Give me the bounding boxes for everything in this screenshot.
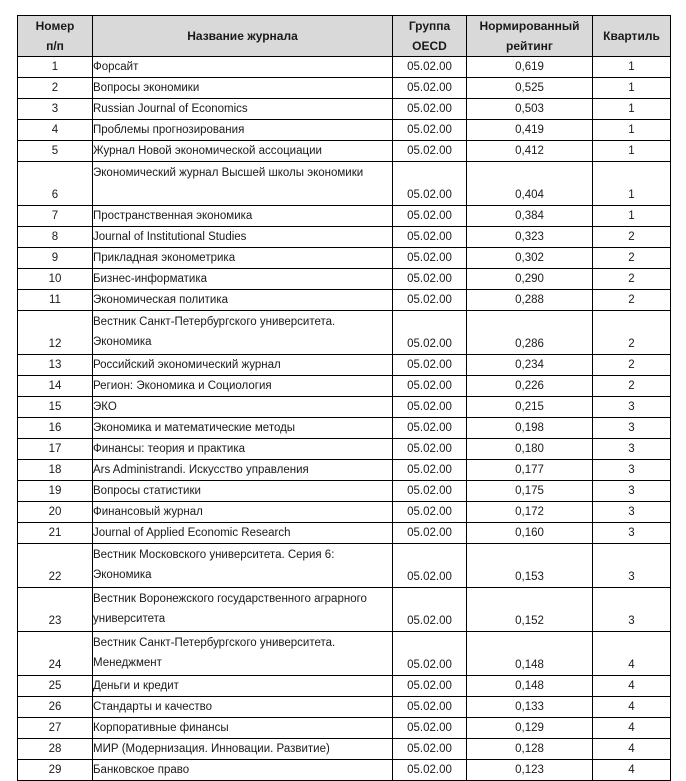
cell-normalized-rating: 0,160 — [467, 523, 593, 544]
journal-name-text: Экономический журнал Высшей школы экономики — [93, 167, 364, 179]
cell-oecd-group: 05.02.00 — [393, 227, 467, 248]
cell-quartile: 4 — [593, 697, 671, 718]
column-header-number-line2: п/п — [46, 39, 64, 53]
cell-oecd-group: 05.02.00 — [393, 397, 467, 418]
table-row — [18, 376, 671, 397]
table-row — [18, 439, 671, 460]
cell-normalized-rating: 0,177 — [467, 460, 593, 481]
cell-row-number: 8 — [18, 227, 93, 248]
cell-oecd-group: 05.02.00 — [393, 78, 467, 99]
cell-journal-name — [93, 290, 393, 311]
journal-name-text: Ars Administrandi. Искусство управления — [93, 464, 309, 476]
cell-quartile: 2 — [593, 269, 671, 290]
journal-name-text: Вестник Санкт-Петербургского университета. Менеджмент — [93, 637, 336, 669]
cell-journal-name — [93, 57, 393, 78]
cell-row-number: 1 — [18, 57, 93, 78]
table-row — [18, 206, 671, 227]
cell-quartile: 4 — [593, 676, 671, 697]
cell-quartile: 3 — [593, 439, 671, 460]
column-header-quartile: Квартиль — [593, 16, 671, 57]
table-row — [18, 718, 671, 739]
journal-name-text: Вестник Московского университета. Серия 6: Экономика — [93, 549, 335, 581]
cell-quartile: 3 — [593, 418, 671, 439]
cell-quartile: 2 — [593, 376, 671, 397]
table-row — [18, 544, 671, 588]
cell-row-number: 11 — [18, 290, 93, 311]
cell-normalized-rating: 0,153 — [467, 544, 593, 588]
cell-row-number: 23 — [18, 588, 93, 632]
cell-row-number: 14 — [18, 376, 93, 397]
cell-quartile: 3 — [593, 502, 671, 523]
table-row — [18, 269, 671, 290]
cell-journal-name — [93, 588, 393, 632]
cell-quartile: 2 — [593, 290, 671, 311]
table-row — [18, 120, 671, 141]
cell-quartile: 3 — [593, 397, 671, 418]
cell-row-number: 12 — [18, 311, 93, 355]
table-row — [18, 760, 671, 781]
journal-name-text: Экономическая политика — [93, 294, 229, 306]
table-row — [18, 397, 671, 418]
table-row — [18, 99, 671, 120]
cell-journal-name — [93, 311, 393, 355]
cell-oecd-group: 05.02.00 — [393, 141, 467, 162]
cell-normalized-rating: 0,175 — [467, 481, 593, 502]
cell-normalized-rating: 0,148 — [467, 632, 593, 676]
cell-quartile: 1 — [593, 141, 671, 162]
cell-row-number: 19 — [18, 481, 93, 502]
cell-normalized-rating: 0,128 — [467, 739, 593, 760]
cell-row-number: 15 — [18, 397, 93, 418]
cell-normalized-rating: 0,286 — [467, 311, 593, 355]
table-row — [18, 78, 671, 99]
cell-normalized-rating: 0,384 — [467, 206, 593, 227]
cell-normalized-rating: 0,234 — [467, 355, 593, 376]
cell-quartile: 1 — [593, 162, 671, 206]
cell-quartile: 1 — [593, 206, 671, 227]
cell-journal-name — [93, 502, 393, 523]
cell-journal-name — [93, 355, 393, 376]
cell-quartile: 4 — [593, 739, 671, 760]
cell-oecd-group: 05.02.00 — [393, 355, 467, 376]
journal-name-text: Журнал Новой экономической ассоциации — [93, 145, 322, 157]
cell-quartile: 3 — [593, 481, 671, 502]
column-header-rating-line1: Нормированный — [479, 19, 580, 33]
journal-name-text: Journal of Institutional Studies — [93, 231, 247, 243]
cell-oecd-group: 05.02.00 — [393, 269, 467, 290]
cell-quartile: 3 — [593, 588, 671, 632]
cell-normalized-rating: 0,180 — [467, 439, 593, 460]
journal-name-text: Форсайт — [93, 61, 139, 73]
cell-normalized-rating: 0,419 — [467, 120, 593, 141]
cell-journal-name — [93, 120, 393, 141]
cell-oecd-group: 05.02.00 — [393, 376, 467, 397]
cell-journal-name — [93, 99, 393, 120]
journal-name-text: Вестник Воронежского государственного аграрного университета — [93, 593, 367, 625]
cell-normalized-rating: 0,215 — [467, 397, 593, 418]
cell-quartile: 1 — [593, 57, 671, 78]
table-row — [18, 418, 671, 439]
cell-normalized-rating: 0,404 — [467, 162, 593, 206]
column-header-oecd-line2: OECD — [412, 39, 447, 53]
table-row — [18, 739, 671, 760]
cell-oecd-group: 05.02.00 — [393, 120, 467, 141]
journal-ranking-table — [17, 15, 671, 781]
cell-journal-name — [93, 418, 393, 439]
journal-name-text: Финансы: теория и практика — [93, 443, 246, 455]
journal-name-text: Экономика и математические методы — [93, 422, 296, 434]
cell-normalized-rating: 0,323 — [467, 227, 593, 248]
table-row — [18, 290, 671, 311]
cell-row-number: 6 — [18, 162, 93, 206]
column-header-normalized-rating — [467, 16, 593, 57]
cell-oecd-group: 05.02.00 — [393, 697, 467, 718]
journal-name-text: Деньги и кредит — [93, 680, 179, 692]
table-row — [18, 355, 671, 376]
cell-row-number: 17 — [18, 439, 93, 460]
table-row — [18, 248, 671, 269]
cell-row-number: 7 — [18, 206, 93, 227]
column-header-number-line1: Номер — [35, 19, 75, 33]
cell-row-number: 9 — [18, 248, 93, 269]
cell-normalized-rating: 0,619 — [467, 57, 593, 78]
journal-name-text: Journal of Applied Economic Research — [93, 527, 291, 539]
cell-row-number: 29 — [18, 760, 93, 781]
cell-quartile: 4 — [593, 632, 671, 676]
cell-quartile: 1 — [593, 120, 671, 141]
column-header-oecd-line1: Группа — [408, 19, 451, 33]
cell-normalized-rating: 0,152 — [467, 588, 593, 632]
journal-name-text: Вестник Санкт-Петербургского университета. Экономика — [93, 316, 336, 348]
cell-oecd-group: 05.02.00 — [393, 57, 467, 78]
table-row — [18, 460, 671, 481]
cell-quartile: 2 — [593, 227, 671, 248]
cell-oecd-group: 05.02.00 — [393, 460, 467, 481]
cell-normalized-rating: 0,288 — [467, 290, 593, 311]
cell-journal-name — [93, 739, 393, 760]
cell-quartile: 1 — [593, 99, 671, 120]
table-row — [18, 523, 671, 544]
cell-oecd-group: 05.02.00 — [393, 481, 467, 502]
cell-journal-name — [93, 376, 393, 397]
journal-name-text: Корпоративные финансы — [93, 722, 229, 734]
journal-name-text: Russian Journal of Economics — [93, 103, 248, 115]
cell-quartile: 3 — [593, 544, 671, 588]
cell-row-number: 20 — [18, 502, 93, 523]
cell-journal-name — [93, 718, 393, 739]
cell-normalized-rating: 0,129 — [467, 718, 593, 739]
cell-normalized-rating: 0,172 — [467, 502, 593, 523]
journal-name-text: Бизнес-информатика — [93, 273, 208, 285]
cell-row-number: 5 — [18, 141, 93, 162]
cell-row-number: 16 — [18, 418, 93, 439]
table-row — [18, 676, 671, 697]
table-row — [18, 141, 671, 162]
cell-row-number: 2 — [18, 78, 93, 99]
cell-quartile: 2 — [593, 355, 671, 376]
cell-oecd-group: 05.02.00 — [393, 311, 467, 355]
cell-row-number: 26 — [18, 697, 93, 718]
cell-oecd-group: 05.02.00 — [393, 99, 467, 120]
cell-quartile: 3 — [593, 460, 671, 481]
journal-name-text: Российский экономический журнал — [93, 359, 281, 371]
table-row — [18, 162, 671, 206]
cell-journal-name — [93, 397, 393, 418]
table-row — [18, 632, 671, 676]
cell-journal-name — [93, 206, 393, 227]
journal-name-text: Регион: Экономика и Социология — [93, 380, 272, 392]
cell-journal-name — [93, 141, 393, 162]
journal-name-text: МИР (Модернизация. Инновации. Развитие) — [93, 743, 330, 755]
cell-oecd-group: 05.02.00 — [393, 760, 467, 781]
cell-journal-name — [93, 523, 393, 544]
table-row — [18, 57, 671, 78]
cell-normalized-rating: 0,123 — [467, 760, 593, 781]
cell-quartile: 3 — [593, 523, 671, 544]
cell-row-number: 24 — [18, 632, 93, 676]
cell-normalized-rating: 0,290 — [467, 269, 593, 290]
cell-journal-name — [93, 760, 393, 781]
column-header-rating-line2: рейтинг — [506, 39, 553, 53]
table-header-row — [18, 16, 671, 57]
journal-name-text: ЭКО — [93, 401, 117, 413]
cell-quartile: 4 — [593, 760, 671, 781]
cell-journal-name — [93, 269, 393, 290]
cell-journal-name — [93, 676, 393, 697]
cell-journal-name — [93, 697, 393, 718]
cell-normalized-rating: 0,198 — [467, 418, 593, 439]
journal-name-text: Банковское право — [93, 764, 190, 776]
cell-oecd-group: 05.02.00 — [393, 290, 467, 311]
table-body — [18, 57, 671, 781]
cell-quartile: 4 — [593, 718, 671, 739]
journal-name-text: Стандарты и качество — [93, 701, 212, 713]
cell-oecd-group: 05.02.00 — [393, 718, 467, 739]
journal-name-text: Финансовый журнал — [93, 506, 203, 518]
journal-name-text: Прикладная эконометрика — [93, 252, 236, 264]
table-row — [18, 697, 671, 718]
cell-oecd-group: 05.02.00 — [393, 439, 467, 460]
table-row — [18, 481, 671, 502]
table-row — [18, 227, 671, 248]
journal-name-text: Вопросы статистики — [93, 485, 201, 497]
column-header-oecd-group — [393, 16, 467, 57]
column-header-number — [18, 16, 93, 57]
cell-normalized-rating: 0,226 — [467, 376, 593, 397]
cell-journal-name — [93, 227, 393, 248]
cell-row-number: 4 — [18, 120, 93, 141]
cell-normalized-rating: 0,503 — [467, 99, 593, 120]
cell-row-number: 13 — [18, 355, 93, 376]
cell-oecd-group: 05.02.00 — [393, 502, 467, 523]
cell-row-number: 22 — [18, 544, 93, 588]
cell-quartile: 2 — [593, 248, 671, 269]
cell-journal-name — [93, 162, 393, 206]
table-row — [18, 588, 671, 632]
cell-journal-name — [93, 78, 393, 99]
cell-row-number: 27 — [18, 718, 93, 739]
cell-oecd-group: 05.02.00 — [393, 418, 467, 439]
journal-name-text: Пространственная экономика — [93, 210, 253, 222]
cell-normalized-rating: 0,133 — [467, 697, 593, 718]
column-header-journal-name: Название журнала — [93, 16, 393, 57]
cell-oecd-group: 05.02.00 — [393, 676, 467, 697]
cell-row-number: 25 — [18, 676, 93, 697]
cell-row-number: 18 — [18, 460, 93, 481]
cell-row-number: 28 — [18, 739, 93, 760]
cell-normalized-rating: 0,525 — [467, 78, 593, 99]
cell-journal-name — [93, 439, 393, 460]
cell-oecd-group: 05.02.00 — [393, 632, 467, 676]
cell-oecd-group: 05.02.00 — [393, 739, 467, 760]
cell-quartile: 2 — [593, 311, 671, 355]
cell-quartile: 1 — [593, 78, 671, 99]
cell-row-number: 3 — [18, 99, 93, 120]
journal-name-text: Проблемы прогнозирования — [93, 124, 245, 136]
cell-row-number: 10 — [18, 269, 93, 290]
cell-journal-name — [93, 460, 393, 481]
table-row — [18, 502, 671, 523]
cell-oecd-group: 05.02.00 — [393, 544, 467, 588]
cell-oecd-group: 05.02.00 — [393, 588, 467, 632]
table-row — [18, 311, 671, 355]
cell-oecd-group: 05.02.00 — [393, 248, 467, 269]
cell-normalized-rating: 0,148 — [467, 676, 593, 697]
cell-normalized-rating: 0,412 — [467, 141, 593, 162]
cell-journal-name — [93, 632, 393, 676]
cell-journal-name — [93, 544, 393, 588]
cell-journal-name — [93, 248, 393, 269]
cell-oecd-group: 05.02.00 — [393, 523, 467, 544]
cell-row-number: 21 — [18, 523, 93, 544]
cell-oecd-group: 05.02.00 — [393, 162, 467, 206]
cell-oecd-group: 05.02.00 — [393, 206, 467, 227]
cell-normalized-rating: 0,302 — [467, 248, 593, 269]
cell-journal-name — [93, 481, 393, 502]
journal-name-text: Вопросы экономики — [93, 82, 200, 94]
table-header — [18, 16, 671, 57]
